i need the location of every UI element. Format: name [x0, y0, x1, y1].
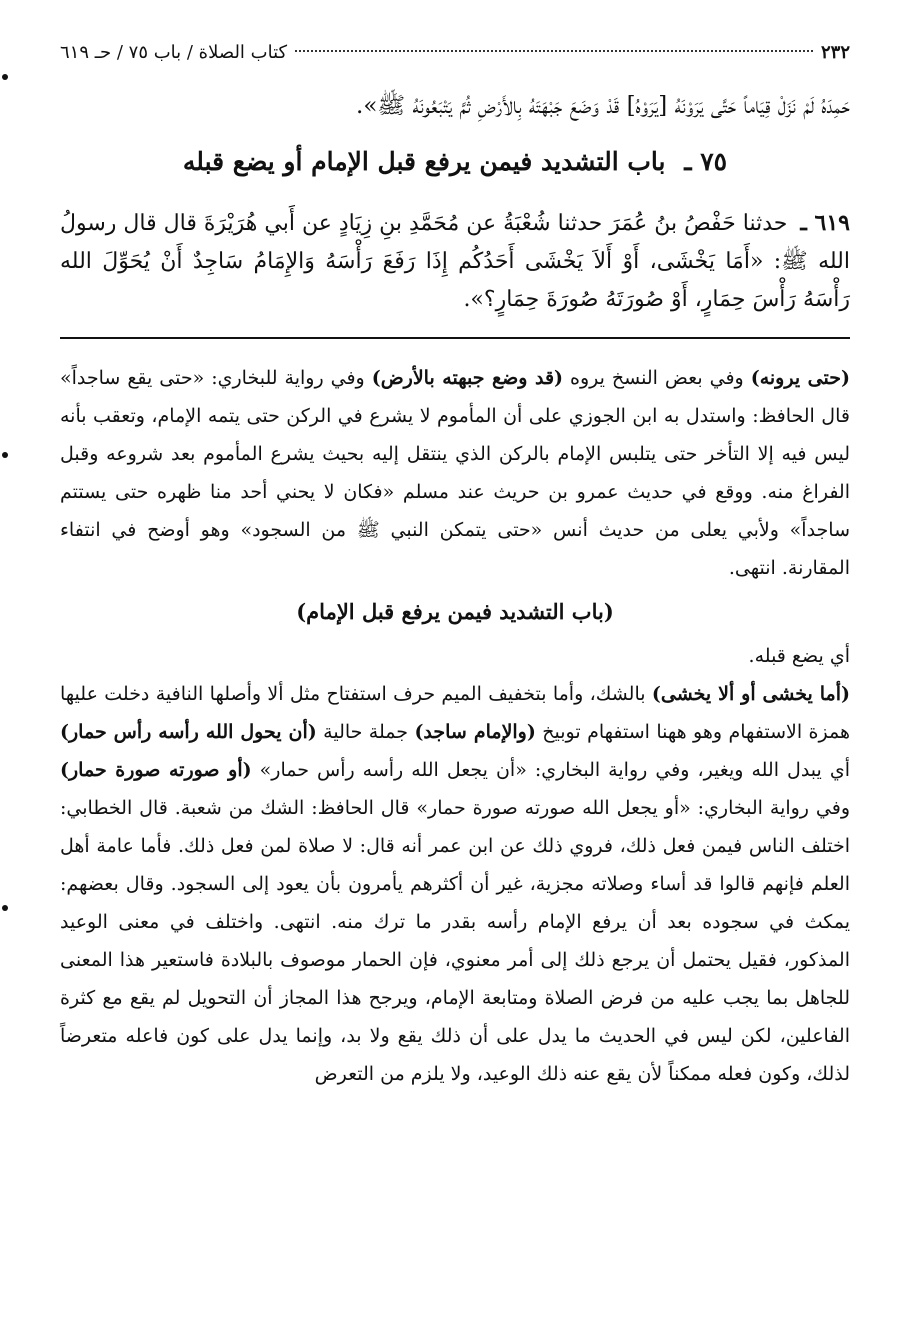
- hadith-text: حدثنا حَفْصُ بنُ عُمَرَ حدثنا شُعْبَةُ عن مُحَمَّدِ بنِ زِيَادٍ عن أَبي هُرَيْرَةَ قال قال رسولُ الله ﷺ: «أَمَا يَخْشَى، أَوْ أَلاَ يَخْشَى أَحَدُكُم إِذَا رَفَعَ رَأْسَهُ وَالإِمَامُ سَاجِدٌ أَنْ يُحَوِّلَ الله رَأْسَهُ رَأْسَ حِمَارٍ، أَوْ صُورَتَهُ صُورَةَ حِمَارٍ؟».: [60, 211, 850, 312]
- page-header: [60, 40, 850, 66]
- commentary-text: وفي رواية البخاري: «أو يجعل الله صورته صورة حمار» قال الحافظ: الشك من شعبة. قال الخطابي: اختلف الناس فيمن فعل ذلك، فروي ذلك عن ابن عمر أنه قال: لا صلاة لمن فعل ذلك. فأما عامة أهل العلم فإنهم قالوا قد أساء وصلاته مجزية، غير أن أكثرهم يأمرون بأن يعود إلى السجود. وقال بعضهم: يمكث في سجوده بعد أن يرفع الإمام رأسه بقدر ما ترك منه. انتهى. واختلف في معنى الوعيد المذكور، فقيل يحتمل أن يرجع ذلك إلى أمر معنوي، فإن الحمار موصوف بالبلادة فاستعير هذا المعنى للجاهل بما يجب عليه من فرض الصلاة ومتابعة الإمام، ويرجح هذا المجاز أن التحويل لم يقع مع كثرة الفاعلين، لكن ليس في الحديث ما يدل على أن ذلك يقع ولا بد، وإنما يدل على كون فاعله متعرضاً لذلك، وكون فعله ممكناً لأن يقع عنه ذلك الوعيد، ولا يلزم من التعرض: [60, 797, 850, 1085]
- commentary-text: جملة حالية: [316, 721, 415, 743]
- book-page: [60, 40, 850, 1093]
- commentary-block: [60, 359, 850, 1093]
- commentary-sub-heading: (باب التشديد فيمن يرفع قبل الإمام): [296, 599, 614, 624]
- page-number: ٢٣٢: [820, 42, 850, 63]
- chapter-title: باب التشديد فيمن يرفع قبل الإمام أو يضع قبله: [182, 147, 666, 176]
- previous-hadith-ending: حَمِدَهُ لَمْ نَزَلْ قِيَاماً حَتَّى يَرَوْنَهُ [يَرَوْهُ] قَدْ وَضَعَ جَبْهَتَهُ بِالأَرْضِ ثُمَّ يَتْبَعُونَهُ ﷺ».: [356, 93, 850, 119]
- commentary-text: بالشك، وأما بتخفيف الميم حرف استفتاح مثل ألا وأصلها النافية دخلت عليها همزة الاستفهام وهو ههنا استفهام توبيخ: [60, 683, 850, 743]
- footnote-divider: [60, 337, 850, 339]
- running-title: كتاب الصلاة / باب ٧٥ / حـ ٦١٩: [60, 42, 288, 63]
- commentary-paragraph-2: [60, 637, 850, 675]
- header-dotted-leader: [295, 50, 813, 52]
- commentary-term: (أن يحول الله رأسه رأس حمار): [60, 721, 317, 743]
- commentary-term: (أو صورته صورة حمار): [60, 759, 252, 781]
- margin-mark-top: [2, 74, 8, 80]
- commentary-text: وفي بعض النسخ يروه: [563, 367, 751, 389]
- hadith-number: ٦١٩ ـ: [800, 210, 850, 236]
- chapter-number: ٧٥ ـ: [684, 147, 728, 176]
- commentary-term: (والإمام ساجد): [414, 721, 536, 743]
- chapter-heading: [60, 142, 850, 182]
- commentary-term: (قد وضع جبهته بالأرض): [371, 367, 564, 389]
- commentary-paragraph-3: [60, 675, 850, 1093]
- commentary-term: (حتى يرونه): [750, 367, 850, 389]
- margin-mark-middle: [2, 452, 8, 458]
- commentary-text: أي يبدل الله ويغير، وفي رواية البخاري: «أن يجعل الله رأسه رأس حمار»: [251, 759, 850, 781]
- commentary-text: وفي رواية للبخاري: «حتى يقع ساجداً» قال الحافظ: واستدل به ابن الجوزي على أن المأموم لا يشرع في الركن حتى يتمه الإمام، وتعقب بأنه ليس فيه إلا التأخر حتى يتلبس الإمام بالركن الذي ينتقل إليه بحيث يشرع المأموم بعد شروعه وقبل الفراغ منه. ووقع في حديث عمرو بن حريث عند مسلم «فكان لا يحني أحد منا ظهره حتى يستتم ساجداً» ولأبي يعلى من حديث أنس «حتى يتمكن النبي ﷺ من السجود» وهو أوضح في انتفاء المقارنة. انتهى.: [60, 367, 850, 579]
- commentary-text: أي يضع قبله.: [748, 645, 850, 667]
- commentary-paragraph-1: [60, 359, 850, 587]
- margin-mark-lower: [2, 905, 8, 911]
- hadith-block: [60, 204, 850, 319]
- commentary-term: (أما يخشى أو ألا يخشى): [651, 683, 850, 705]
